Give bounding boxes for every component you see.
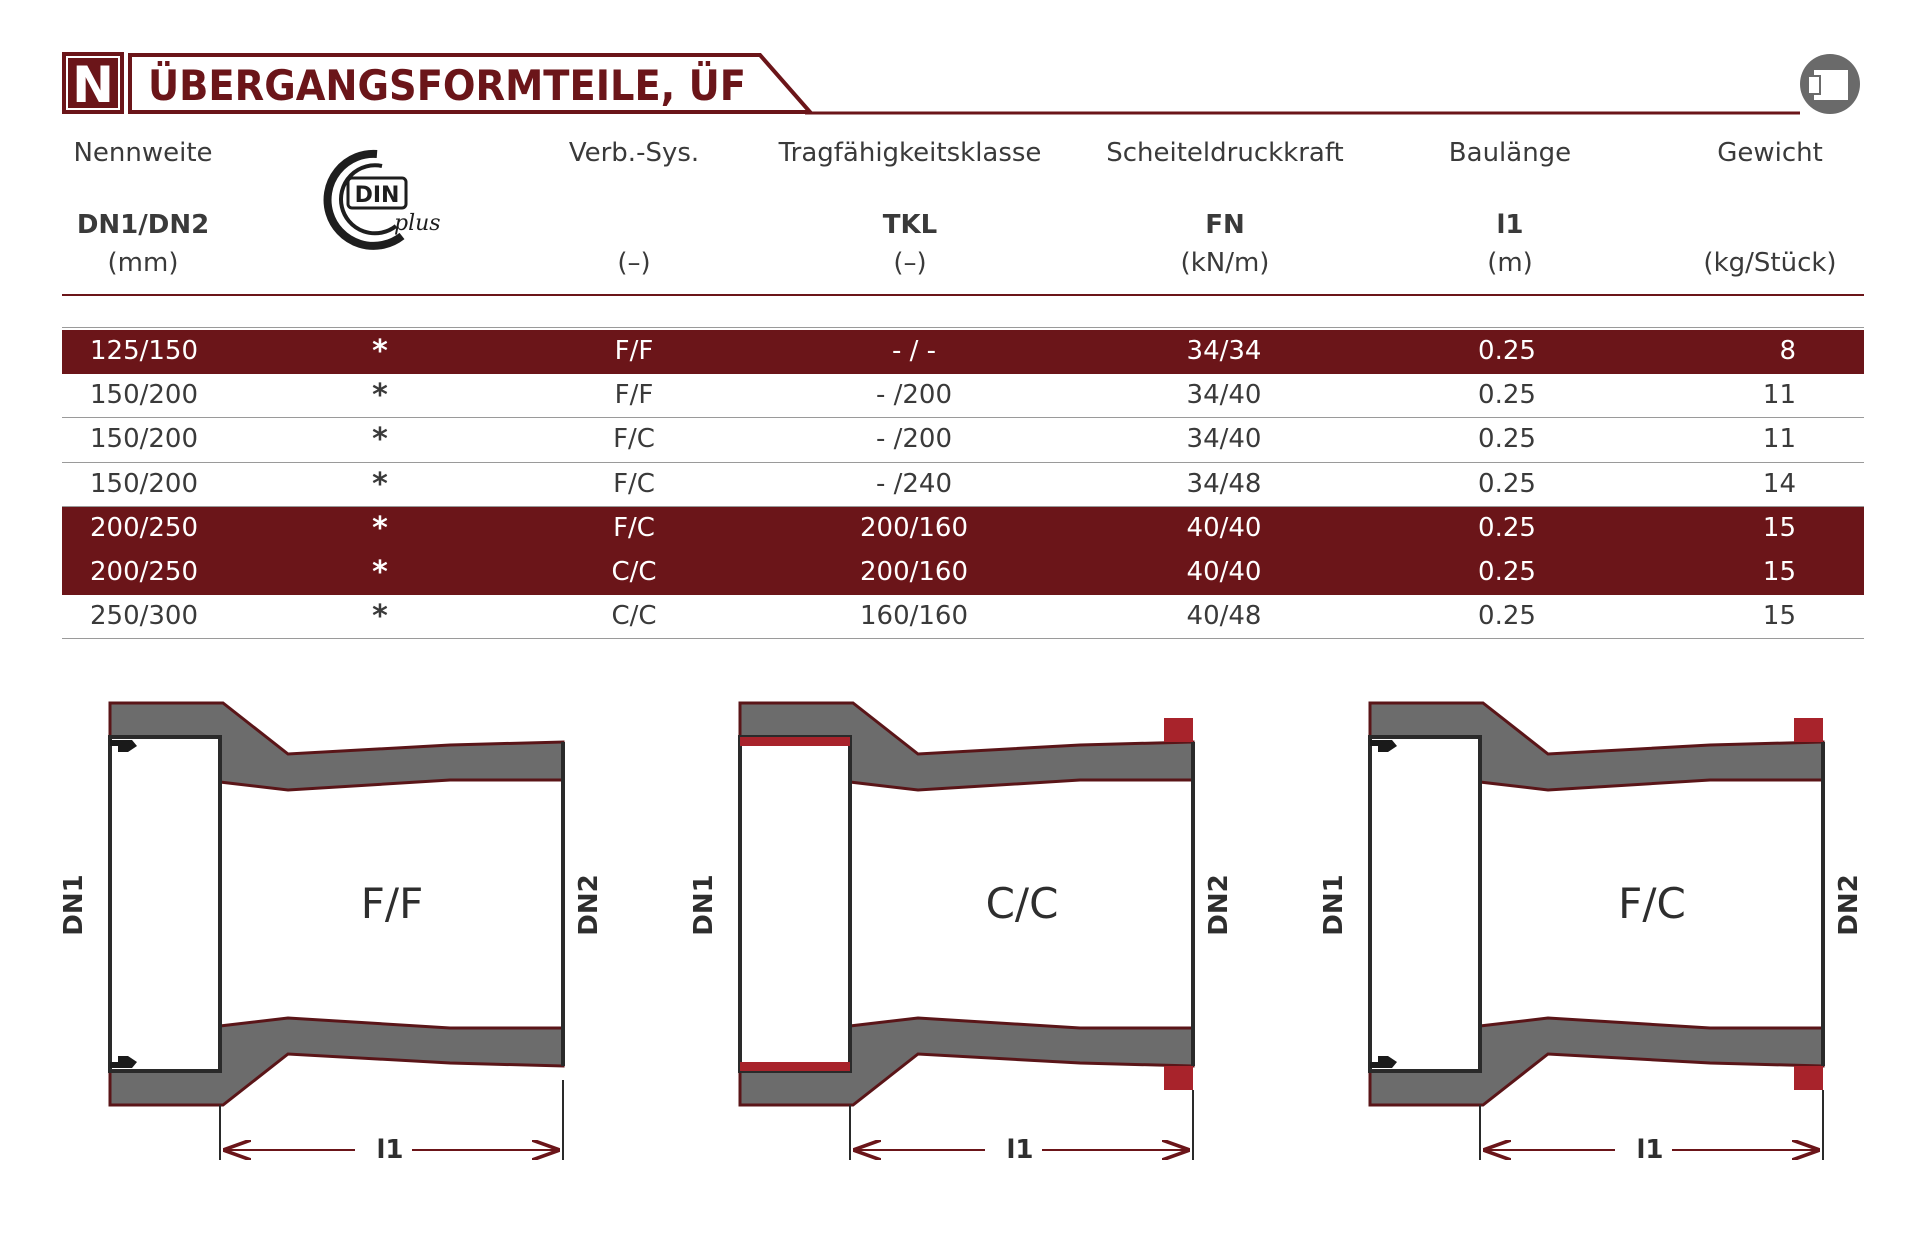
cell-din: * <box>372 554 388 590</box>
cell-verb: F/C <box>613 424 655 455</box>
cell-din: * <box>372 334 388 369</box>
cell-gewicht: 15 <box>1762 556 1796 587</box>
cell-nennweite: 250/300 <box>89 600 198 631</box>
cell-nennweite: 150/200 <box>89 424 198 455</box>
header-nennweite-unit: (mm) <box>107 248 179 278</box>
diagram-cc-dn2: DN2 <box>1204 874 1234 936</box>
cell-gewicht: 15 <box>1762 600 1796 631</box>
cell-din: * <box>372 511 388 547</box>
header-tkl-label: Tragfähigkeitsklasse <box>778 138 1042 168</box>
cell-tkl: - /200 <box>875 379 953 410</box>
header-fn-symbol: FN <box>1205 210 1245 240</box>
cell-fn: 34/40 <box>1186 424 1262 455</box>
cell-l1: 0.25 <box>1478 468 1536 499</box>
cell-tkl: - / - <box>891 336 937 366</box>
cell-fn: 34/40 <box>1186 379 1262 410</box>
cell-verb: C/C <box>611 556 657 587</box>
table-row <box>62 507 1864 551</box>
cell-din: * <box>372 422 388 458</box>
cell-verb: F/F <box>614 379 654 410</box>
cell-din: * <box>372 377 388 413</box>
cell-nennweite: 200/250 <box>89 556 198 587</box>
cell-gewicht: 14 <box>1762 468 1796 499</box>
cell-l1: 0.25 <box>1478 379 1536 410</box>
diagram-fc-dn2: DN2 <box>1834 874 1864 936</box>
diagram-cc-dn1: DN1 <box>689 874 719 936</box>
header-gewicht-unit: (kg/Stück) <box>1703 248 1837 278</box>
diagram-fc <box>1370 703 1823 1160</box>
diagram-fc-dn1: DN1 <box>1319 874 1349 936</box>
cell-l1: 0.25 <box>1478 556 1536 587</box>
cell-l1: 0.25 <box>1478 513 1536 544</box>
diagram-cc-l1: l1 <box>1006 1135 1034 1165</box>
header-tkl-unit: (–) <box>893 248 927 278</box>
cell-tkl: - /240 <box>875 468 953 499</box>
header-fn-unit: (kN/m) <box>1180 248 1270 278</box>
cell-nennweite: 150/200 <box>89 468 198 499</box>
din-plus-logo <box>312 140 452 250</box>
header-verb-label: Verb.-Sys. <box>568 138 700 168</box>
cell-gewicht: 15 <box>1762 513 1796 544</box>
header-divider <box>62 294 1864 296</box>
cell-tkl: 200/160 <box>859 556 968 587</box>
table-row <box>62 463 1864 508</box>
cell-gewicht: 11 <box>1762 424 1796 455</box>
table-row <box>62 551 1864 595</box>
page-title: ÜBERGANGSFORMTEILE, ÜF <box>148 61 803 110</box>
header-l1-symbol: l1 <box>1496 210 1524 240</box>
header-nennweite-label: Nennweite <box>73 138 213 168</box>
cell-gewicht: 8 <box>1779 336 1796 366</box>
cell-tkl: - /200 <box>875 424 953 455</box>
header-fn-label: Scheiteldruckkraft <box>1106 138 1344 168</box>
diagram-cc <box>740 703 1193 1160</box>
cell-fn: 34/48 <box>1186 468 1262 499</box>
diagram-cc-label: C/C <box>985 879 1059 928</box>
header-l1-label: Baulänge <box>1448 138 1572 168</box>
table-row <box>62 595 1864 640</box>
cell-l1: 0.25 <box>1478 424 1536 455</box>
cell-din: * <box>372 598 388 634</box>
cell-nennweite: 200/250 <box>89 513 198 544</box>
table-top-rule <box>62 327 1864 328</box>
diagram-ff-l1: l1 <box>376 1135 404 1165</box>
cell-nennweite: 150/200 <box>89 379 198 410</box>
cell-l1: 0.25 <box>1478 336 1536 366</box>
diagram-fc-label: F/C <box>1618 879 1686 928</box>
header-verb-unit: (–) <box>617 248 651 278</box>
table-row <box>62 330 1864 374</box>
cell-fn: 40/40 <box>1186 513 1262 544</box>
cell-fn: 40/48 <box>1186 600 1262 631</box>
diagram-ff <box>110 703 563 1160</box>
din-text: DIN <box>354 183 400 208</box>
cell-verb: C/C <box>611 600 657 631</box>
table-row <box>62 418 1864 463</box>
cell-verb: F/C <box>613 468 655 499</box>
cell-nennweite: 125/150 <box>89 336 198 366</box>
cell-l1: 0.25 <box>1478 600 1536 631</box>
cell-tkl: 200/160 <box>859 513 968 544</box>
header-tkl-symbol: TKL <box>882 210 938 240</box>
header-l1-unit: (m) <box>1487 248 1533 278</box>
cell-verb: F/C <box>613 513 655 544</box>
badge-letter: N <box>72 56 114 114</box>
table-row <box>62 374 1864 419</box>
diagram-ff-dn1: DN1 <box>59 874 89 936</box>
cell-gewicht: 11 <box>1762 379 1796 410</box>
cell-tkl: 160/160 <box>859 600 968 631</box>
cell-fn: 34/34 <box>1186 336 1262 366</box>
diagram-ff-label: F/F <box>360 879 424 928</box>
cell-fn: 40/40 <box>1186 556 1262 587</box>
diagram-fc-l1: l1 <box>1636 1135 1664 1165</box>
cell-verb: F/F <box>614 336 654 366</box>
cell-din: * <box>372 466 388 502</box>
diagram-ff-dn2: DN2 <box>574 874 604 936</box>
header-gewicht-label: Gewicht <box>1717 138 1823 168</box>
header-nennweite-symbol: DN1/DN2 <box>76 210 210 240</box>
spec-table <box>62 330 1864 639</box>
din-plus-text: plus <box>394 211 441 236</box>
diagrams <box>0 680 1920 1240</box>
